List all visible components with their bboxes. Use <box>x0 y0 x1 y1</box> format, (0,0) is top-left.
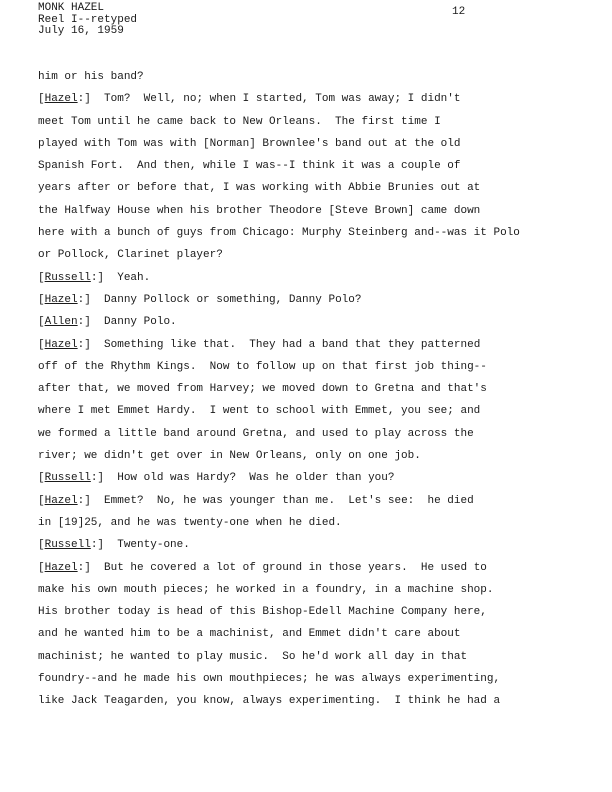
transcript-line: him or his band? <box>38 71 144 83</box>
speaker-name: Hazel <box>44 494 78 507</box>
transcript-line <box>38 334 598 356</box>
reel-label: Reel I--retyped <box>38 13 138 26</box>
transcript-line: we formed a little band around Gretna, and used to play across the <box>38 427 474 440</box>
speaker-name: Russell <box>44 539 91 552</box>
transcript-line: river; we didn't get over in New Orleans, only on one job. <box>38 450 421 463</box>
speaker-name: Hazel <box>44 338 78 351</box>
transcript-line <box>38 289 598 311</box>
bracket-open: [ <box>38 494 45 507</box>
speech-text: :] Tom? Well, no; when I started, Tom was away; I didn't <box>77 93 461 106</box>
transcript-line <box>38 88 598 110</box>
transcript-line <box>38 311 598 333</box>
speaker-name: Hazel <box>44 561 78 574</box>
interview-date: July 16, 1959 <box>38 25 124 37</box>
transcript-line: foundry--and he made his own mouthpieces; he was always experimenting, <box>38 673 501 686</box>
transcript-line <box>38 557 598 579</box>
transcript-body <box>38 66 598 713</box>
page-header <box>38 3 137 38</box>
bracket-open: [ <box>38 271 45 284</box>
transcript-line: like Jack Teagarden, you know, always experimenting. I think he had a <box>38 695 501 708</box>
transcript-line <box>38 467 598 489</box>
bracket-open: [ <box>38 293 45 306</box>
transcript-line: machinist; he wanted to play music. So he'd work all day in that <box>38 650 468 663</box>
transcript-line <box>38 267 598 289</box>
transcript-line: Spanish Fort. And then, while I was--I think it was a couple of <box>38 160 461 173</box>
speech-text: :] Something like that. They had a band that they patterned <box>77 338 481 351</box>
transcript-line: and he wanted him to be a machinist, and Emmet didn't care about <box>38 628 461 641</box>
transcript-line: years after or before that, I was working with Abbie Brunies out at <box>38 182 481 195</box>
transcript-line: the Halfway House when his brother Theodore [Steve Brown] came down <box>38 204 481 217</box>
transcript-line <box>38 490 598 512</box>
speaker-name: Allen <box>44 316 78 329</box>
speaker-name: Hazel <box>44 93 78 106</box>
transcript-line: played with Tom was with [Norman] Brownlee's band out at the old <box>38 137 461 150</box>
speaker-name: Hazel <box>44 293 78 306</box>
bracket-open: [ <box>38 472 45 485</box>
transcript-line: where I met Emmet Hardy. I went to school with Emmet, you see; and <box>38 405 481 418</box>
transcript-line: make his own mouth pieces; he worked in a foundry, in a machine shop. <box>38 583 494 596</box>
bracket-open: [ <box>38 539 45 552</box>
transcript-line: in [19]25, and he was twenty-one when he died. <box>38 516 342 529</box>
speech-text: :] Yeah. <box>90 271 151 284</box>
bracket-open: [ <box>38 93 45 106</box>
transcript-line: off of the Rhythm Kings. Now to follow up on that first job thing-- <box>38 360 487 373</box>
speech-text: :] But he covered a lot of ground in those years. He used to <box>77 561 487 574</box>
bracket-open: [ <box>38 561 45 574</box>
transcript-line: His brother today is head of this Bishop-Edell Machine Company here, <box>38 606 487 619</box>
transcript-line: or Pollock, Clarinet player? <box>38 249 223 262</box>
speech-text: :] Danny Polo. <box>77 316 177 329</box>
speech-text: :] Twenty-one. <box>90 539 190 552</box>
transcript-line <box>38 534 598 556</box>
interview-title: MONK HAZEL <box>38 2 105 14</box>
transcript-line: after that, we moved from Harvey; we moved down to Gretna and that's <box>38 383 487 396</box>
page-number: 12 <box>452 6 466 18</box>
speech-text: :] Emmet? No, he was younger than me. Let's see: he died <box>77 494 474 507</box>
speech-text: :] Danny Pollock or something, Danny Polo? <box>77 293 362 306</box>
speaker-name: Russell <box>44 271 91 284</box>
transcript-line: meet Tom until he came back to New Orleans. The first time I <box>38 115 441 128</box>
bracket-open: [ <box>38 316 45 329</box>
transcript-line: here with a bunch of guys from Chicago: Murphy Steinberg and--was it Polo <box>38 227 520 240</box>
bracket-open: [ <box>38 338 45 351</box>
speaker-name: Russell <box>44 472 91 485</box>
speech-text: :] How old was Hardy? Was he older than you? <box>90 472 395 485</box>
